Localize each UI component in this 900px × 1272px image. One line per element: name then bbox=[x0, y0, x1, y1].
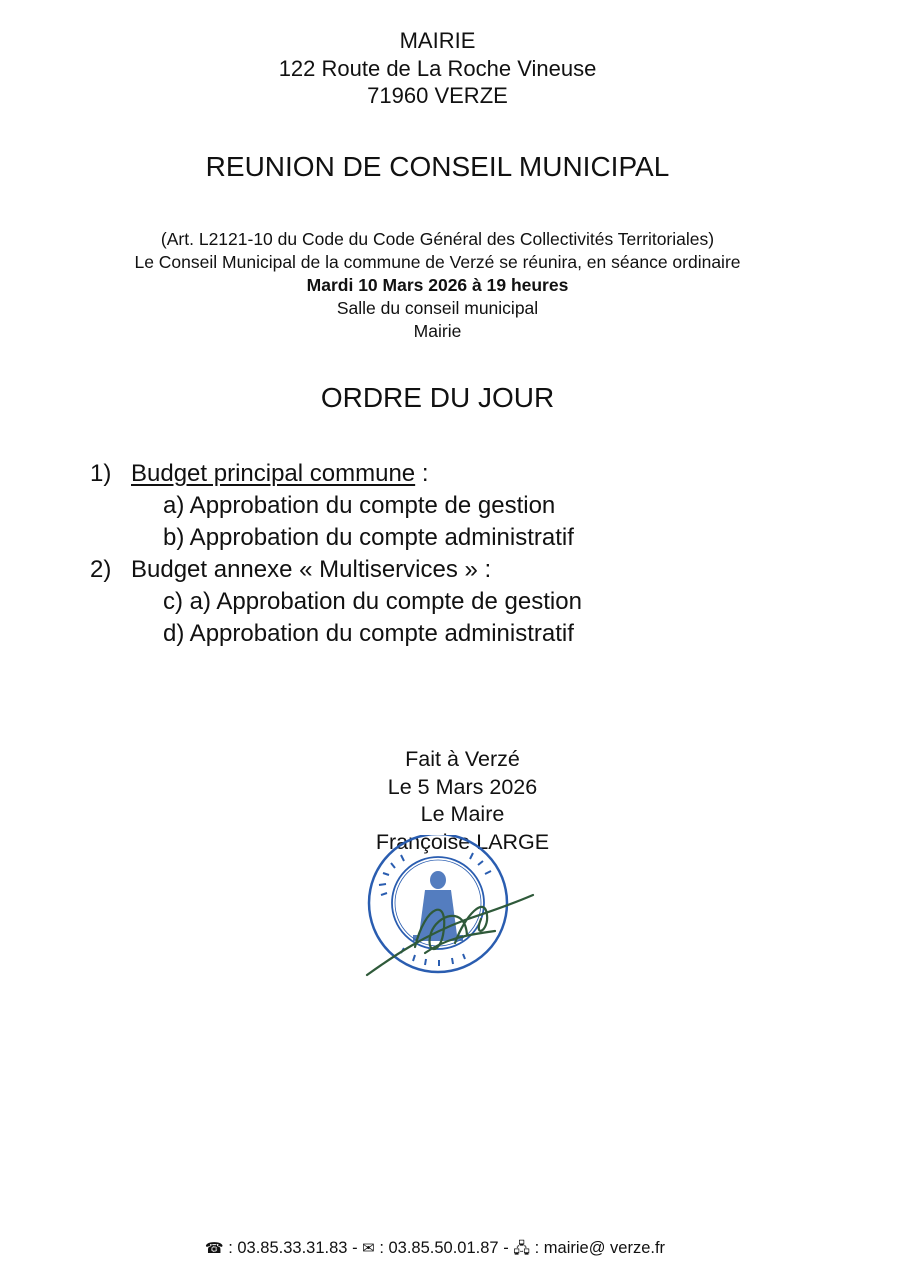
footer-email: mairie@ verze.fr bbox=[543, 1239, 666, 1257]
footer-fax: 03.85.50.01.87 bbox=[388, 1239, 499, 1257]
meeting-intro bbox=[0, 228, 875, 343]
agenda-item-number: 2) bbox=[90, 556, 112, 583]
signature-role: Le Maire bbox=[420, 802, 505, 827]
signature-place: Fait à Verzé bbox=[405, 747, 520, 771]
header-line-city: 71960 VERZE bbox=[367, 83, 508, 108]
agenda-item-suffix: : bbox=[415, 460, 429, 487]
contact-footer: ☎ : 03.85.33.31.83 - ✉ : 03.85.50.01.87 - 🖧 : mairie@ verze.fr bbox=[204, 1239, 666, 1257]
phone-icon: ☎ bbox=[204, 1240, 224, 1257]
agenda-subitem: c) a) Approbation du compte de gestion bbox=[163, 588, 582, 615]
agenda-item-number: 1) bbox=[90, 460, 112, 487]
fax-icon: ✉ bbox=[362, 1240, 375, 1257]
agenda-subitem: d) Approbation du compte administratif bbox=[163, 620, 574, 647]
header-line-mairie: MAIRIE bbox=[399, 28, 476, 53]
network-icon: 🖧 bbox=[513, 1240, 531, 1257]
footer-phone: 03.85.33.31.83 bbox=[237, 1239, 348, 1257]
agenda-title: ORDRE DU JOUR bbox=[320, 382, 555, 413]
meeting-notice: Le Conseil Municipal de la commune de Verzé se réunira, en séance ordinaire bbox=[134, 252, 741, 272]
official-stamp-icon bbox=[355, 835, 555, 985]
signature-date: Le 5 Mars 2026 bbox=[387, 774, 538, 799]
signature-name: Françoise LARGE bbox=[375, 830, 550, 855]
header-line-address: 122 Route de La Roche Vineuse bbox=[278, 55, 597, 81]
meeting-date-time: Mardi 10 Mars 2026 à 19 heures bbox=[306, 275, 569, 295]
meeting-room: Salle du conseil municipal bbox=[336, 298, 539, 318]
agenda-item-label: Budget annexe « Multiservices » : bbox=[131, 556, 492, 583]
agenda-subitem: a) Approbation du compte de gestion bbox=[163, 492, 556, 519]
legal-reference: (Art. L2121-10 du Code du Code Général des Collectivités Territoriales) bbox=[160, 229, 715, 249]
page-title: REUNION DE CONSEIL MUNICIPAL bbox=[205, 151, 670, 182]
meeting-place: Mairie bbox=[413, 321, 462, 341]
agenda-subitem: b) Approbation du compte administratif bbox=[163, 524, 574, 551]
agenda-item-label: Budget principal commune bbox=[131, 460, 416, 487]
mairie-header bbox=[0, 27, 875, 110]
